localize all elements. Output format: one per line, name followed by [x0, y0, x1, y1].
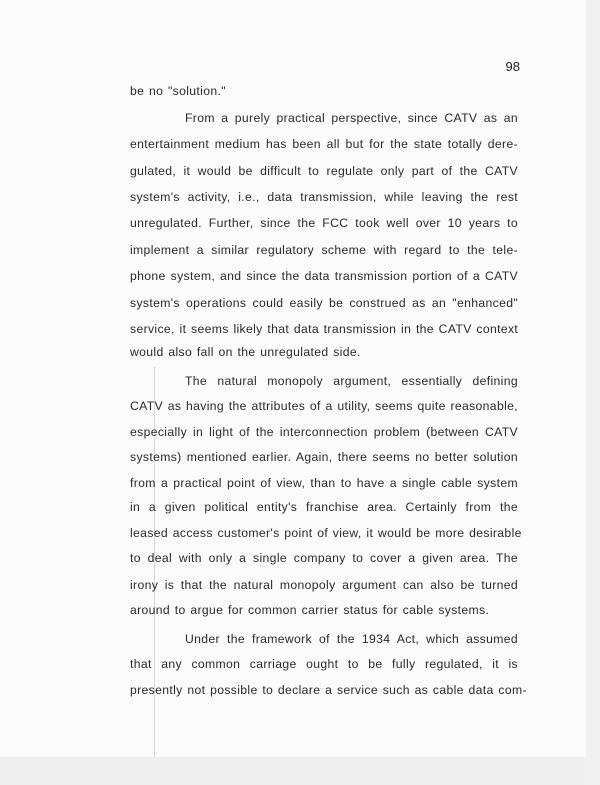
- text-line: to deal with only a single company to cover a given area. The: [130, 551, 518, 565]
- text-line: phone system, and since the data transmission portion of a CATV: [130, 269, 518, 283]
- page-bottom-shadow: [0, 757, 600, 785]
- text-line: irony is that the natural monopoly argument can also be turned: [130, 578, 518, 592]
- text-line: gulated, it would be difficult to regulate only part of the CATV: [130, 164, 518, 178]
- text-line: CATV as having the attributes of a utility, seems quite reasonable,: [130, 399, 518, 413]
- text-line: systems) mentioned earlier. Again, there seems no better solution: [130, 450, 518, 464]
- text-line: that any common carriage ought to be fully regulated, it is: [130, 657, 518, 671]
- paragraph-last-line: around to argue for common carrier status for cable systems.: [130, 603, 490, 617]
- paragraph-last-line: would also fall on the unregulated side.: [130, 345, 361, 359]
- text-line: be no "solution.": [130, 84, 226, 98]
- text-line: leased access customer's point of view, it would be more desirable: [130, 526, 522, 540]
- page-right-edge: [586, 0, 600, 785]
- paragraph-first-line: The natural monopoly argument, essentially defining: [185, 374, 518, 388]
- paragraph-first-line: Under the framework of the 1934 Act, which assumed: [185, 632, 518, 646]
- text-line: especially in light of the interconnection problem (between CATV: [130, 425, 518, 439]
- text-line: system's operations could easily be construed as an "enhanced": [130, 296, 518, 310]
- text-line: system's activity, i.e., data transmission, while leaving the rest: [130, 190, 518, 204]
- text-line: in a given political entity's franchise area. Certainly from the: [130, 500, 518, 514]
- text-line: from a practical point of view, than to have a single cable system: [130, 476, 518, 490]
- text-line: service, it seems likely that data transmission in the CATV context: [130, 322, 519, 336]
- page-number: 98: [505, 59, 520, 74]
- text-line: presently not possible to declare a service such as cable data com-: [130, 683, 527, 697]
- text-line: implement a similar regulatory scheme with regard to the tele-: [130, 243, 518, 257]
- text-line: unregulated. Further, since the FCC took well over 10 years to: [130, 216, 518, 230]
- text-line: entertainment medium has been all but for the state totally dere-: [130, 137, 518, 151]
- paragraph-first-line: From a purely practical perspective, since CATV as an: [185, 111, 518, 125]
